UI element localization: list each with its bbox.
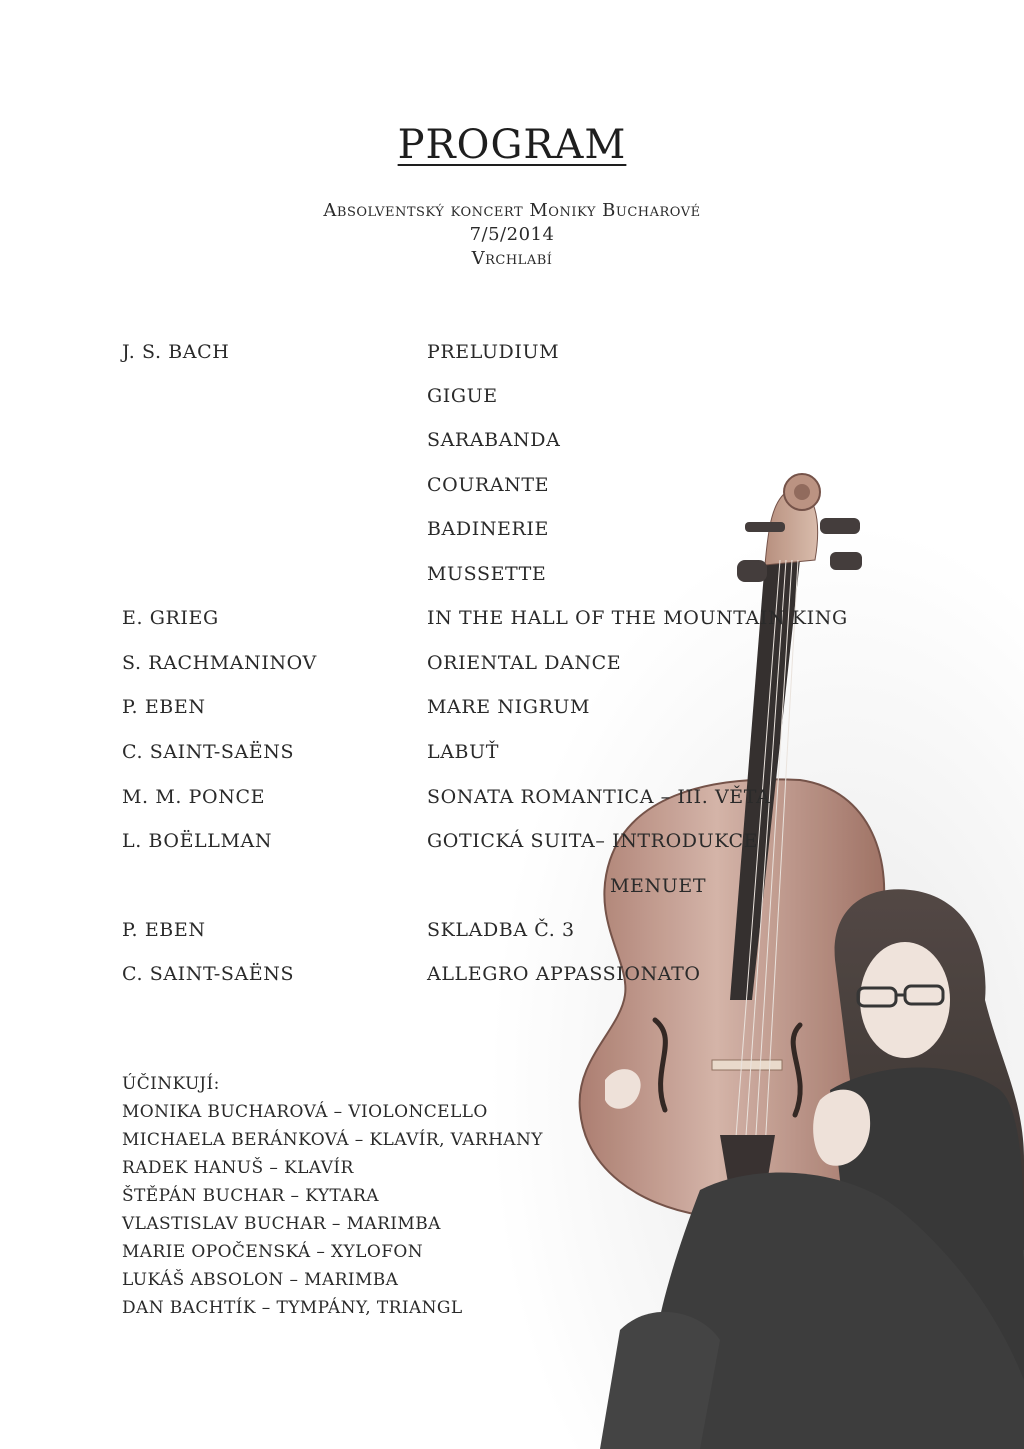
piece-oriental-dance: ORIENTAL DANCE	[427, 652, 622, 674]
piece-goticka-suita: GOTICKÁ SUITA– INTRODUKCE	[427, 830, 759, 852]
composer-grieg: E. GRIEG	[122, 607, 219, 629]
concert-date: 7/5/2014	[469, 224, 555, 245]
piece-mare-nigrum: MARE NIGRUM	[427, 696, 591, 718]
composer-saint-saens-1: C. SAINT-SAËNS	[122, 741, 295, 763]
page-title: PROGRAM	[397, 122, 627, 168]
piece-mussette: MUSSETTE	[427, 563, 547, 585]
concert-subtitle: Absolventský koncert Moniky Bucharové	[323, 200, 701, 221]
composer-bach: J. S. BACH	[122, 341, 230, 363]
performer-item: RADEK HANUŠ – KLAVÍR	[122, 1158, 354, 1178]
performer-item: DAN BACHTÍK – TYMPÁNY, TRIANGL	[122, 1298, 463, 1318]
piece-courante: COURANTE	[427, 474, 550, 496]
piece-mountain-king: IN THE HALL OF THE MOUNTAIN KING	[427, 607, 848, 629]
piece-skladba: SKLADBA Č. 3	[427, 919, 575, 941]
piece-badinerie: BADINERIE	[427, 518, 549, 540]
composer-rachmaninov: S. RACHMANINOV	[122, 652, 317, 674]
piece-labut: LABUŤ	[427, 741, 499, 763]
piece-sonata-romantica: SONATA ROMANTICA – III. VĚTA	[427, 786, 771, 808]
performers-label: ÚČINKUJÍ:	[122, 1074, 220, 1094]
composer-ponce: M. M. PONCE	[122, 786, 266, 808]
composer-saint-saens-2: C. SAINT-SAËNS	[122, 963, 295, 985]
piece-gigue: GIGUE	[427, 385, 498, 407]
piece-allegro-appassionato: ALLEGRO APPASSIONATO	[427, 963, 701, 985]
performer-item: VLASTISLAV BUCHAR – MARIMBA	[122, 1214, 441, 1234]
composer-eben-2: P. EBEN	[122, 919, 206, 941]
performer-item: ŠTĚPÁN BUCHAR – KYTARA	[122, 1186, 379, 1206]
piece-menuet: MENUET	[610, 875, 707, 897]
piece-preludium: PRELUDIUM	[427, 341, 560, 363]
composer-eben-1: P. EBEN	[122, 696, 206, 718]
performer-item: MARIE OPOČENSKÁ – XYLOFON	[122, 1242, 424, 1262]
performer-item: LUKÁŠ ABSOLON – MARIMBA	[122, 1270, 399, 1290]
concert-location: Vrchlabí	[471, 248, 553, 269]
piece-sarabanda: SARABANDA	[427, 429, 561, 451]
performer-item: MONIKA BUCHAROVÁ – VIOLONCELLO	[122, 1102, 488, 1122]
performer-item: MICHAELA BERÁNKOVÁ – KLAVÍR, VARHANY	[122, 1130, 543, 1150]
composer-boellman: L. BOËLLMAN	[122, 830, 273, 852]
